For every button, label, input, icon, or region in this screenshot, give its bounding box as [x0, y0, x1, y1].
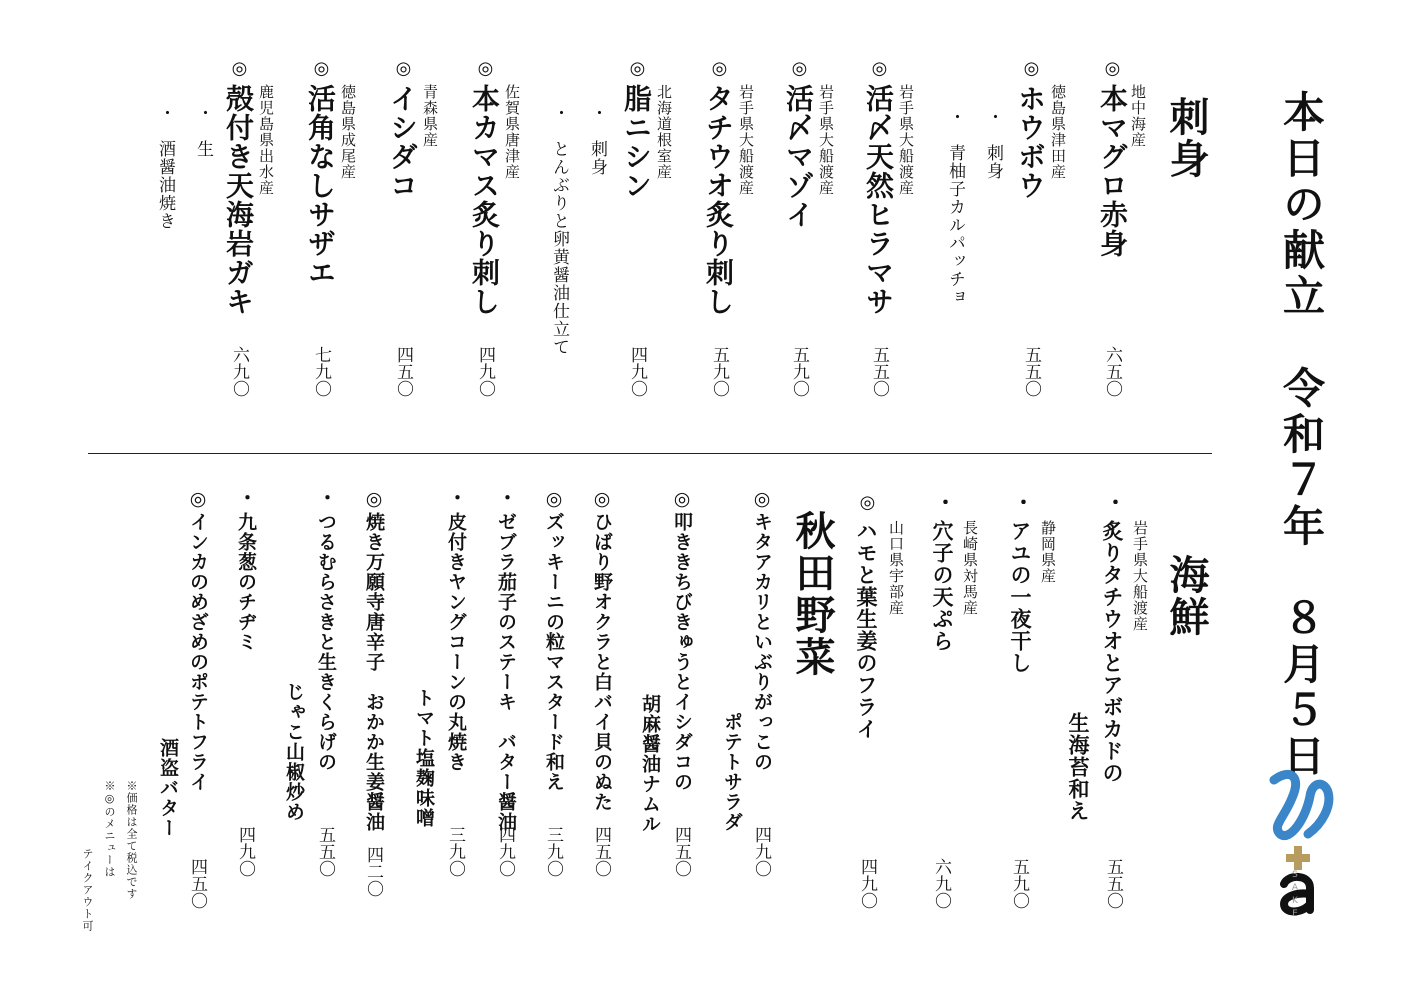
logo-text: SAKE: [1290, 870, 1300, 922]
tax-note: ※価格は全て税込です: [125, 780, 138, 900]
menu-sub-option: ・ 生: [193, 104, 213, 158]
menu-item-name: イシダコ: [386, 84, 419, 200]
menu-item-name: ズッキーニの粒マスタード和え: [543, 512, 565, 792]
takeout-note: ※◎のメニューは: [103, 780, 116, 878]
menu-price: 六九〇: [229, 346, 249, 397]
menu-mark: ◎: [591, 488, 613, 511]
menu-item-name: アユの一夜干し: [1008, 520, 1033, 674]
menu-item-name: 九条葱のチヂミ: [235, 512, 257, 652]
menu-price: 四二〇: [363, 846, 383, 897]
menu-price: 五九〇: [709, 346, 729, 397]
menu-price: 四九〇: [627, 346, 647, 397]
menu-mark: ◎: [1021, 58, 1042, 80]
menu-item-name-line2: 胡麻醤油ナムル: [639, 694, 661, 834]
menu-sub-option: ・ 酒醤油焼き: [155, 104, 175, 230]
menu-origin: 鹿児島県出水産: [257, 84, 275, 196]
menu-mark: ◎: [229, 58, 250, 80]
menu-origin: 徳島県津田産: [1049, 84, 1067, 180]
menu-mark: ◎: [789, 58, 810, 80]
menu-item-name: つるむらさきと生きくらげの: [315, 512, 337, 772]
menu-price: 四九〇: [857, 858, 877, 909]
menu-sub-option: ・ 刺身: [587, 104, 607, 176]
menu-mark: ◎: [543, 488, 565, 511]
menu-item-name: 叩ききちびきゅうとイシダコの: [671, 512, 693, 792]
menu-mark: ・: [932, 492, 956, 513]
menu-item-name: 炙りタチウオとアボカドの: [1100, 520, 1125, 784]
menu-price: 四五〇: [187, 858, 207, 909]
menu-mark: ◎: [627, 58, 648, 80]
takeout-note-line2: テイクアウト可: [81, 848, 94, 932]
menu-item-name: ホウボウ: [1014, 84, 1047, 200]
menu-item-name-line2: じゃこ山椒炒め: [283, 682, 305, 822]
menu-price: 三九〇: [543, 826, 563, 877]
menu-origin: 佐賀県唐津産: [503, 84, 521, 180]
menu-item-name: 活〆マゾイ: [782, 84, 815, 229]
menu-item-name-line2: トマト塩麹味噌: [413, 688, 435, 828]
menu-price: 四五〇: [393, 346, 413, 397]
menu-sub-option: ・ 青柚子カルパッチョ: [945, 108, 965, 306]
menu-item-name: ハモと葉生姜のフライ: [854, 520, 879, 740]
menu-price: 五五〇: [1103, 858, 1123, 909]
menu-item-name: 焼き万願寺唐辛子 おかか生姜醤油: [363, 512, 385, 832]
section-title-akita-yasai: 秋田野菜: [789, 510, 836, 678]
menu-item-name: タチウオ炙り刺し: [702, 84, 735, 316]
section-title-sashimi: 刺身: [1163, 96, 1210, 180]
menu-price: 四九〇: [235, 826, 255, 877]
menu-origin: 静岡県産: [1039, 520, 1057, 584]
menu-origin: 地中海産: [1129, 84, 1147, 148]
menu-origin: 岩手県大船渡産: [737, 84, 755, 196]
menu-mark: ◎: [475, 58, 496, 80]
menu-origin: 山口県宇部産: [887, 520, 905, 616]
menu-item-name: 活角なしサザエ: [304, 84, 337, 287]
menu-mark: ◎: [857, 492, 878, 514]
menu-sub-option: ・ 刺身: [983, 108, 1003, 180]
menu-price: 七九〇: [311, 346, 331, 397]
menu-origin: 岩手県大船渡産: [817, 84, 835, 196]
menu-mark: ・: [315, 488, 337, 508]
menu-sub-option: ・ とんぶりと卵黄醤油仕立て: [549, 104, 569, 356]
section-divider: [88, 453, 1212, 454]
menu-mark: ◎: [187, 488, 209, 511]
menu-mark: ・: [495, 488, 517, 508]
section-title-kaisen: 海鮮: [1163, 554, 1210, 638]
menu-origin: 北海道根室産: [655, 84, 673, 180]
menu-item-name: キタアカリといぶりがっこの: [751, 512, 773, 772]
menu-item-name: 穴子の天ぷら: [930, 520, 955, 652]
menu-origin: 青森県産: [421, 84, 439, 148]
menu-mark: ◎: [311, 58, 332, 80]
menu-mark: ◎: [393, 58, 414, 80]
menu-mark: ◎: [709, 58, 730, 80]
menu-item-name: 脂ニシン: [620, 84, 653, 200]
menu-price: 三九〇: [445, 826, 465, 877]
menu-price: 四五〇: [671, 826, 691, 877]
menu-mark: ◎: [1102, 58, 1123, 80]
menu-item-name: 皮付きヤングコーンの丸焼き: [445, 512, 467, 772]
menu-price: 五九〇: [789, 346, 809, 397]
menu-origin: 長崎県対馬産: [961, 520, 979, 616]
menu-price: 四九〇: [751, 826, 771, 877]
menu-mark: ◎: [751, 488, 773, 511]
shop-logo: [1262, 762, 1334, 942]
menu-mark: ◎: [671, 488, 693, 511]
menu-price: 五五〇: [315, 826, 335, 877]
menu-price: 五九〇: [1009, 858, 1029, 909]
menu-mark: ・: [235, 488, 257, 508]
page-title: 本日の献立 令和７年 ８月５日: [1277, 90, 1326, 780]
menu-item-name: 本マグロ赤身: [1096, 84, 1129, 258]
menu-mark: ・: [1102, 492, 1126, 513]
menu-mark: ◎: [869, 58, 890, 80]
menu-price: 五五〇: [1021, 346, 1041, 397]
menu-price: 六九〇: [931, 858, 951, 909]
menu-origin: 岩手県大船渡産: [1131, 520, 1149, 632]
menu-mark: ◎: [363, 488, 385, 511]
menu-item-name: 本カマス炙り刺し: [468, 84, 501, 316]
menu-mark: ・: [445, 488, 467, 508]
menu-item-name: インカのめざめのポテトフライ: [187, 512, 209, 792]
menu-item-name: ひばり野オクラと白バイ貝のぬた: [591, 512, 613, 812]
menu-item-name-line2: 生海苔和え: [1066, 712, 1091, 822]
menu-price: 四九〇: [475, 346, 495, 397]
menu-item-name: 殻付き天海岩ガキ: [222, 84, 255, 316]
menu-item-name-line2: 酒盗バター: [157, 738, 179, 838]
menu-price: 六五〇: [1102, 346, 1122, 397]
menu-price: 四九〇: [495, 826, 515, 877]
menu-item-name: ゼブラ茄子のステーキ バター醤油: [495, 512, 517, 832]
menu-price: 四五〇: [591, 826, 611, 877]
menu-item-name-line2: ポテトサラダ: [721, 712, 743, 832]
menu-origin: 岩手県大船渡産: [897, 84, 915, 196]
menu-origin: 徳島県成尾産: [339, 84, 357, 180]
menu-item-name: 活〆天然ヒラマサ: [862, 84, 895, 316]
menu-mark: ・: [1010, 492, 1034, 513]
menu-price: 五五〇: [869, 346, 889, 397]
